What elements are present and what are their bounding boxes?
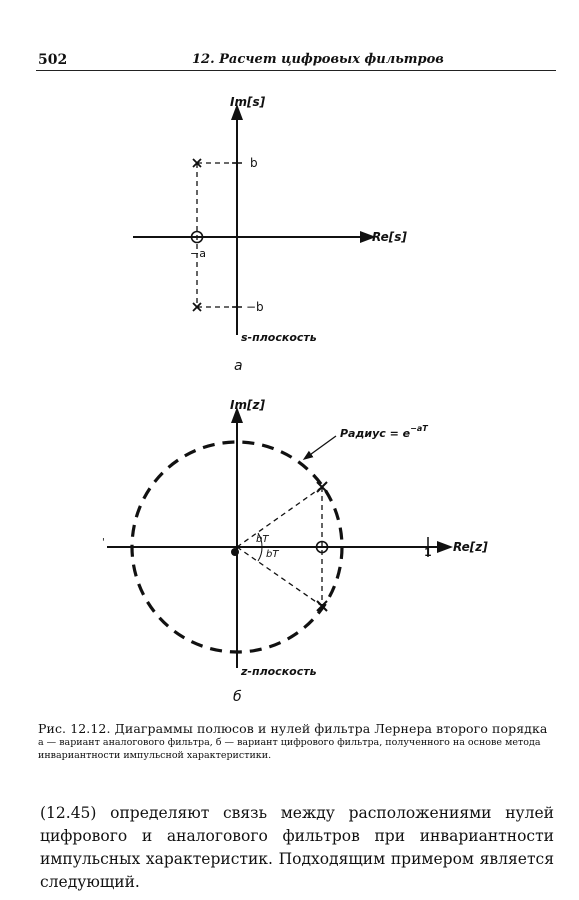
- s-plane-label-b: b: [250, 156, 258, 170]
- figure-caption: [38, 722, 556, 762]
- z-plane-diagram: [102, 398, 488, 705]
- s-plane-label-neg-a: −a: [190, 247, 206, 260]
- s-plane-diagram: [133, 95, 407, 374]
- running-head: 12. Расчет цифровых фильтров: [192, 52, 444, 67]
- z-plane-angle-arc-lower: [258, 547, 262, 561]
- page-number: 502: [38, 52, 68, 68]
- z-plane-ray-lower: [237, 547, 322, 606]
- s-plane-real-axis-label: Re[s]: [372, 230, 407, 244]
- z-plane-label: z-плоскость: [241, 665, 317, 678]
- z-plane-radius-leader: [307, 436, 336, 457]
- z-plane-tick-one-label: 1: [424, 546, 432, 559]
- z-plane-left-mark: ': [102, 537, 105, 548]
- panel-label-a: a: [234, 358, 243, 374]
- caption-sub: а — вариант аналогового фильтра, б — вариант цифрового фильтра, полученного на основе метода инвариантности импульсной характеристики.: [38, 737, 541, 761]
- z-plane-radius-exponent: −aT: [410, 424, 428, 433]
- z-plane-angle-label-upper: bT: [256, 534, 269, 545]
- panel-label-b: б: [233, 689, 242, 705]
- s-plane-label-neg-b: −b: [246, 300, 264, 314]
- body-paragraph: (12.45) определяют связь между расположениями нулей цифрового и аналогового фильтров при инвариантности импульсных характеристик. Подходящим примером является следующий.: [40, 804, 554, 891]
- z-plane-real-axis-label: Re[z]: [453, 540, 488, 554]
- z-plane-ray-upper: [237, 487, 322, 547]
- s-plane-label: s-плоскость: [241, 331, 317, 344]
- z-plane-angle-label-lower: bT: [266, 549, 279, 560]
- z-plane-radius-label: [340, 424, 428, 440]
- s-plane-imag-axis-label: Im[s]: [230, 95, 266, 109]
- z-plane-radius-base: Радиус = e: [340, 427, 411, 440]
- z-plane-zero-origin: [231, 548, 239, 556]
- z-plane-imag-axis-label: Im[z]: [230, 398, 265, 412]
- caption-lead: Рис. 12.12. Диаграммы полюсов и нулей фильтра Лернера второго порядка: [38, 721, 548, 736]
